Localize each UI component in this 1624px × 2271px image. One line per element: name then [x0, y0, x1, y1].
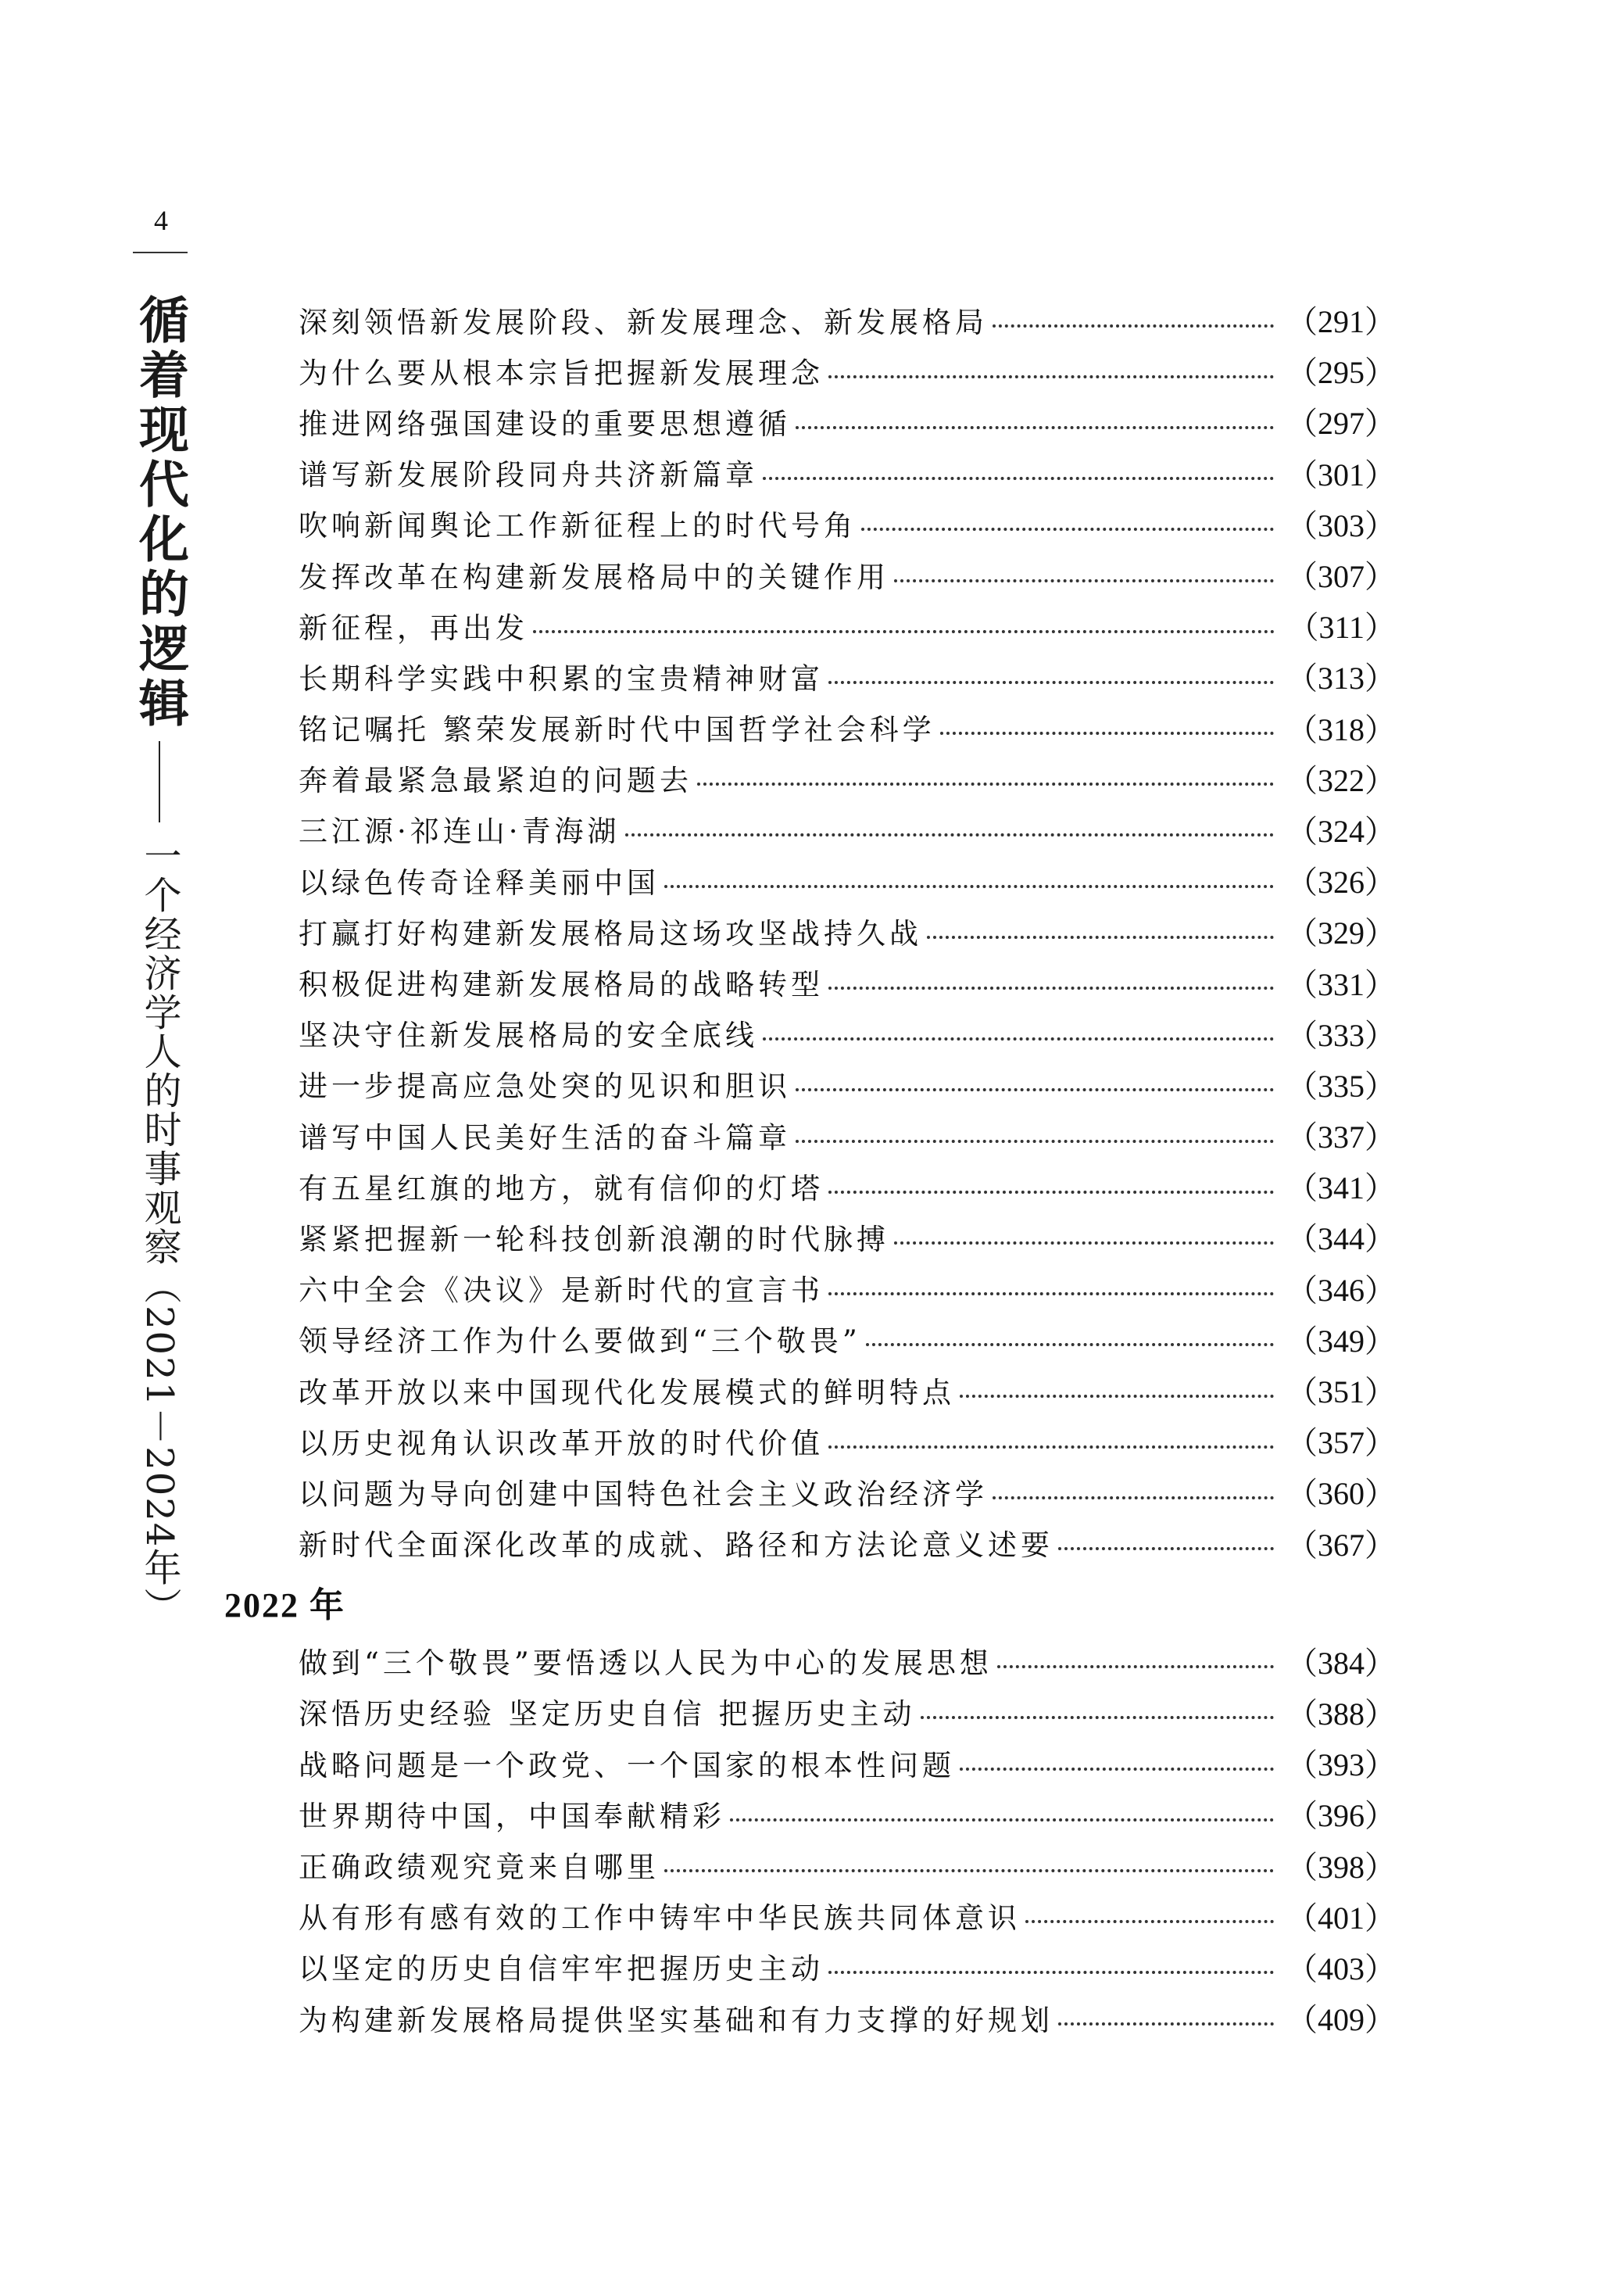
- toc-entry-title: 深悟历史经验 坚定历史自信 把握历史主动: [299, 1697, 916, 1732]
- toc-entry-title: 新征程，再出发: [299, 611, 528, 645]
- toc-entry-title: 为构建新发展格局提供坚实基础和有力支撑的好规划: [299, 2003, 1053, 2037]
- dot-leader: [960, 1395, 1274, 1398]
- toc-entry-title: 深刻领悟新发展阶段、新发展理念、新发展格局: [299, 305, 988, 339]
- toc-entry-title: 六中全会《决议》是新时代的宣言书: [299, 1273, 824, 1308]
- toc-entry-page: （349）: [1286, 1323, 1396, 1359]
- toc-entry-page: （307）: [1286, 559, 1396, 595]
- toc-entry[interactable]: [299, 549, 1396, 600]
- toc-entry[interactable]: [299, 1466, 1396, 1517]
- dot-leader: [828, 987, 1274, 990]
- toc-entry[interactable]: [299, 345, 1396, 396]
- dot-leader: [993, 324, 1274, 328]
- toc-entry-page: （297）: [1286, 406, 1396, 442]
- toc-entry[interactable]: [299, 854, 1396, 905]
- toc-entry[interactable]: [299, 1686, 1396, 1737]
- toc-entry-title: 以坚定的历史自信牢牢把握历史主动: [299, 1952, 824, 1986]
- dot-leader: [1058, 1547, 1274, 1550]
- toc-entry-title: 吹响新闻舆论工作新征程上的时代号角: [299, 509, 857, 543]
- toc-entry-title: 奔着最紧急最紧迫的问题去: [299, 764, 692, 798]
- toc-entry-page: （326）: [1286, 865, 1396, 901]
- dot-leader: [866, 1343, 1274, 1346]
- toc-entry-page: （401）: [1286, 1900, 1396, 1936]
- dot-leader: [796, 1088, 1274, 1091]
- dot-leader: [894, 1241, 1274, 1245]
- toc-entry-title: 战略问题是一个政党、一个国家的根本性问题: [299, 1748, 955, 1782]
- toc-entry-page: （357）: [1286, 1425, 1396, 1461]
- toc-entry-page: （351）: [1286, 1374, 1396, 1410]
- toc-entry-title: 改革开放以来中国现代化发展模式的鲜明特点: [299, 1375, 955, 1410]
- toc-entry-title: 做到“三个敬畏”要悟透以人民为中心的发展思想: [299, 1646, 993, 1681]
- toc-entry-title: 谱写新发展阶段同舟共济新篇章: [299, 458, 758, 493]
- dot-leader: [763, 1037, 1274, 1041]
- toc-entry[interactable]: [299, 1737, 1396, 1788]
- toc-entry[interactable]: [299, 1160, 1396, 1211]
- toc-entry-title: 以历史视角认识改革开放的时代价值: [299, 1426, 824, 1460]
- toc-entry[interactable]: [299, 1211, 1396, 1262]
- page-number-rule: [133, 252, 188, 253]
- toc-entry-page: （409）: [1286, 2002, 1396, 2038]
- toc-entry[interactable]: [299, 1313, 1396, 1364]
- dot-leader: [1025, 1920, 1274, 1923]
- dot-leader: [828, 681, 1274, 684]
- toc-entry-page: （344）: [1286, 1221, 1396, 1257]
- toc-entry-title: 推进网络强国建设的重要思想遵循: [299, 407, 791, 441]
- toc-entry[interactable]: [299, 905, 1396, 956]
- dot-leader: [927, 936, 1274, 939]
- dot-leader: [828, 1292, 1274, 1295]
- toc-entry[interactable]: [299, 600, 1396, 650]
- dot-leader: [940, 732, 1274, 735]
- toc-entry[interactable]: [299, 956, 1396, 1007]
- toc-entry-page: （295）: [1286, 355, 1396, 391]
- dot-leader: [664, 1869, 1274, 1872]
- toc-entry-page: （322）: [1286, 762, 1396, 798]
- page-number: 4: [154, 205, 168, 236]
- toc-entry-page: （341）: [1286, 1170, 1396, 1206]
- toc-entry-title: 坚决守住新发展格局的安全底线: [299, 1019, 758, 1053]
- toc-entry-title: 从有形有感有效的工作中铸牢中华民族共同体意识: [299, 1901, 1021, 1936]
- year-heading: 2022 年: [224, 1585, 345, 1624]
- toc-entry-page: （301）: [1286, 457, 1396, 493]
- toc-entry-page: （335）: [1286, 1068, 1396, 1104]
- toc-entry-page: （396）: [1286, 1798, 1396, 1834]
- dot-leader: [894, 579, 1274, 582]
- toc-entry[interactable]: [299, 1058, 1396, 1109]
- toc-entry-page: （324）: [1286, 813, 1396, 849]
- dot-leader: [1058, 2022, 1274, 2026]
- toc-entry[interactable]: [299, 294, 1396, 345]
- dot-leader: [730, 1818, 1274, 1821]
- toc-entry-page: （318）: [1286, 711, 1396, 747]
- toc-entry[interactable]: [299, 650, 1396, 701]
- toc-entry-title: 进一步提高应急处突的见识和胆识: [299, 1069, 791, 1104]
- toc-entry-title: 长期科学实践中积累的宝贵精神财富: [299, 661, 824, 696]
- toc-entry[interactable]: [299, 396, 1396, 446]
- dot-leader: [861, 528, 1274, 531]
- toc-entry-page: （313）: [1286, 661, 1396, 697]
- toc-entry-page: （403）: [1286, 1950, 1396, 1986]
- toc-entry-title: 新时代全面深化改革的成就、路径和方法论意义述要: [299, 1528, 1053, 1563]
- dot-leader: [625, 833, 1274, 836]
- toc-entry-title: 世界期待中国，中国奉献精彩: [299, 1799, 725, 1833]
- toc-entry[interactable]: [299, 1364, 1396, 1415]
- toc-entry-title: 以问题为导向创建中国特色社会主义政治经济学: [299, 1477, 988, 1511]
- dot-leader: [921, 1716, 1274, 1719]
- dot-leader: [697, 783, 1274, 786]
- toc-entry[interactable]: [299, 1635, 1396, 1686]
- toc-entry-title: 为什么要从根本宗旨把握新发展理念: [299, 356, 824, 390]
- book-subtitle: 一个经济学人的时事观察（2021－2024年）: [138, 836, 181, 1627]
- toc-entry-page: （367）: [1286, 1527, 1396, 1563]
- toc-entry[interactable]: [299, 804, 1396, 854]
- toc-entry[interactable]: [299, 1008, 1396, 1058]
- toc-entry[interactable]: [299, 1517, 1396, 1568]
- toc-entry-title: 积极促进构建新发展格局的战略转型: [299, 968, 824, 1002]
- dot-leader: [828, 1971, 1274, 1974]
- dot-leader: [993, 1496, 1274, 1499]
- toc-entry-title: 有五星红旗的地方，就有信仰的灯塔: [299, 1171, 824, 1205]
- toc-entry-title: 铭记嘱托 繁荣发展新时代中国哲学社会科学: [299, 713, 935, 747]
- toc-entry-page: （329）: [1286, 915, 1396, 951]
- toc-entry-page: （388）: [1286, 1696, 1396, 1732]
- toc-entry-page: （398）: [1286, 1849, 1396, 1885]
- toc-entry-page: （337）: [1286, 1119, 1396, 1155]
- toc-entry-page: （346）: [1286, 1272, 1396, 1308]
- toc-entry-title: 以绿色传奇诠释美丽中国: [299, 865, 660, 900]
- toc-entry[interactable]: [299, 498, 1396, 549]
- toc-entry-title: 正确政绩观究竟来自哪里: [299, 1850, 660, 1885]
- dot-leader: [796, 1140, 1274, 1143]
- toc-entry-page: （393）: [1286, 1747, 1396, 1783]
- dot-leader: [828, 1191, 1274, 1194]
- toc-entry[interactable]: [299, 1263, 1396, 1313]
- toc-entry[interactable]: [299, 1415, 1396, 1466]
- table-of-contents: [0, 294, 1624, 2043]
- toc-entry-page: （384）: [1286, 1645, 1396, 1681]
- toc-entry-title: 打赢打好构建新发展格局这场攻坚战持久战: [299, 916, 922, 951]
- toc-entry[interactable]: [299, 1109, 1396, 1160]
- toc-entry[interactable]: [299, 1890, 1396, 1941]
- toc-entry-title: 紧紧把握新一轮科技创新浪潮的时代脉搏: [299, 1222, 889, 1256]
- toc-entry[interactable]: [299, 1839, 1396, 1890]
- dot-leader: [960, 1768, 1274, 1771]
- toc-entry-page: （331）: [1286, 966, 1396, 1002]
- toc-entry[interactable]: [299, 753, 1396, 804]
- book-title: 循着现代化的逻辑: [131, 294, 189, 732]
- toc-entry[interactable]: [299, 1992, 1396, 2043]
- dot-leader: [828, 375, 1274, 378]
- toc-entry[interactable]: [299, 702, 1396, 753]
- toc-entry[interactable]: [299, 1941, 1396, 1992]
- dot-leader: [533, 630, 1275, 633]
- toc-entry-title: 发挥改革在构建新发展格局中的关键作用: [299, 560, 889, 594]
- toc-entry-page: （311）: [1287, 610, 1396, 646]
- dot-leader: [664, 885, 1274, 888]
- toc-entry[interactable]: [299, 447, 1396, 498]
- toc-entry-page: （303）: [1286, 507, 1396, 543]
- dot-leader: [763, 477, 1274, 480]
- toc-entry[interactable]: [299, 1788, 1396, 1839]
- toc-entry-page: （333）: [1286, 1017, 1396, 1053]
- dot-leader: [796, 426, 1274, 429]
- toc-entry-title: 三江源·祁连山·青海湖: [299, 815, 621, 849]
- toc-entry-title: 谱写中国人民美好生活的奋斗篇章: [299, 1120, 791, 1155]
- toc-entry-title: 领导经济工作为什么要做到“三个敬畏”: [299, 1324, 861, 1359]
- toc-entry-page: （360）: [1286, 1476, 1396, 1512]
- toc-entry-page: （291）: [1286, 304, 1396, 340]
- dot-leader: [997, 1665, 1274, 1668]
- dot-leader: [828, 1445, 1274, 1449]
